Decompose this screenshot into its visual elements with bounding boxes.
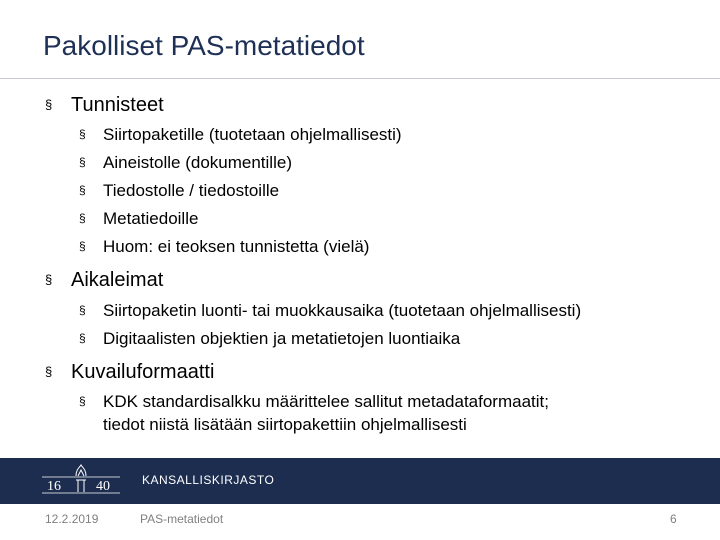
bullet-text: Tunnisteet — [71, 94, 164, 116]
footer-subject: PAS-metatiedot — [140, 512, 224, 526]
organization-name: KANSALLISKIRJASTO — [142, 473, 275, 487]
bullet-icon: § — [79, 183, 86, 197]
bullet-heading — [45, 94, 164, 117]
bullet-text: Kuvailuformaatti — [71, 361, 215, 383]
crest-logo-icon — [40, 464, 122, 498]
bullet-text: Siirtopaketille (tuotetaan ohjelmallisesti) — [103, 125, 402, 144]
bullet-continuation: tiedot niistä lisätään siirtopakettiin ohjelmallisesti — [103, 415, 467, 434]
bullet-heading — [45, 361, 214, 384]
logo-year-right: 40 — [96, 479, 110, 494]
bullet-text: Aikaleimat — [71, 269, 164, 291]
sub-bullet — [79, 209, 198, 229]
sub-bullet — [79, 392, 549, 412]
bullet-icon: § — [45, 97, 53, 112]
footer-band — [0, 458, 720, 504]
bullet-icon: § — [79, 155, 86, 169]
bullet-text: Metatiedoille — [103, 209, 199, 228]
page-number: 6 — [670, 512, 677, 526]
bullet-icon: § — [45, 364, 53, 379]
bullet-text: KDK standardisalkku määrittelee sallitut metadataformaatit; — [103, 392, 549, 411]
bullet-icon: § — [79, 331, 86, 345]
bullet-text: Tiedostolle / tiedostoille — [103, 181, 280, 200]
bullet-heading — [45, 269, 163, 292]
sub-bullet — [79, 301, 581, 321]
logo-year-left: 16 — [47, 479, 61, 494]
sub-bullet — [79, 329, 460, 349]
sub-bullet — [79, 237, 369, 257]
bullet-text: Siirtopaketin luonti- tai muokkausaika (tuotetaan ohjelmallisesti) — [103, 301, 582, 320]
bullet-icon: § — [79, 127, 86, 141]
bullet-icon: § — [79, 303, 86, 317]
bullet-icon: § — [79, 211, 86, 225]
footer-date: 12.2.2019 — [45, 512, 99, 526]
bullet-icon: § — [79, 394, 86, 408]
bullet-text: Aineistolle (dokumentille) — [103, 153, 292, 172]
bullet-icon: § — [79, 239, 86, 253]
bullet-icon: § — [45, 272, 53, 287]
sub-bullet — [79, 125, 402, 145]
page-title: Pakolliset PAS-metatiedot — [43, 30, 365, 61]
bullet-text: Digitaalisten objektien ja metatietojen luontiaika — [103, 329, 461, 348]
bullet-text: Huom: ei teoksen tunnistetta (vielä) — [103, 237, 370, 256]
sub-bullet — [79, 181, 279, 201]
sub-bullet — [79, 153, 292, 173]
